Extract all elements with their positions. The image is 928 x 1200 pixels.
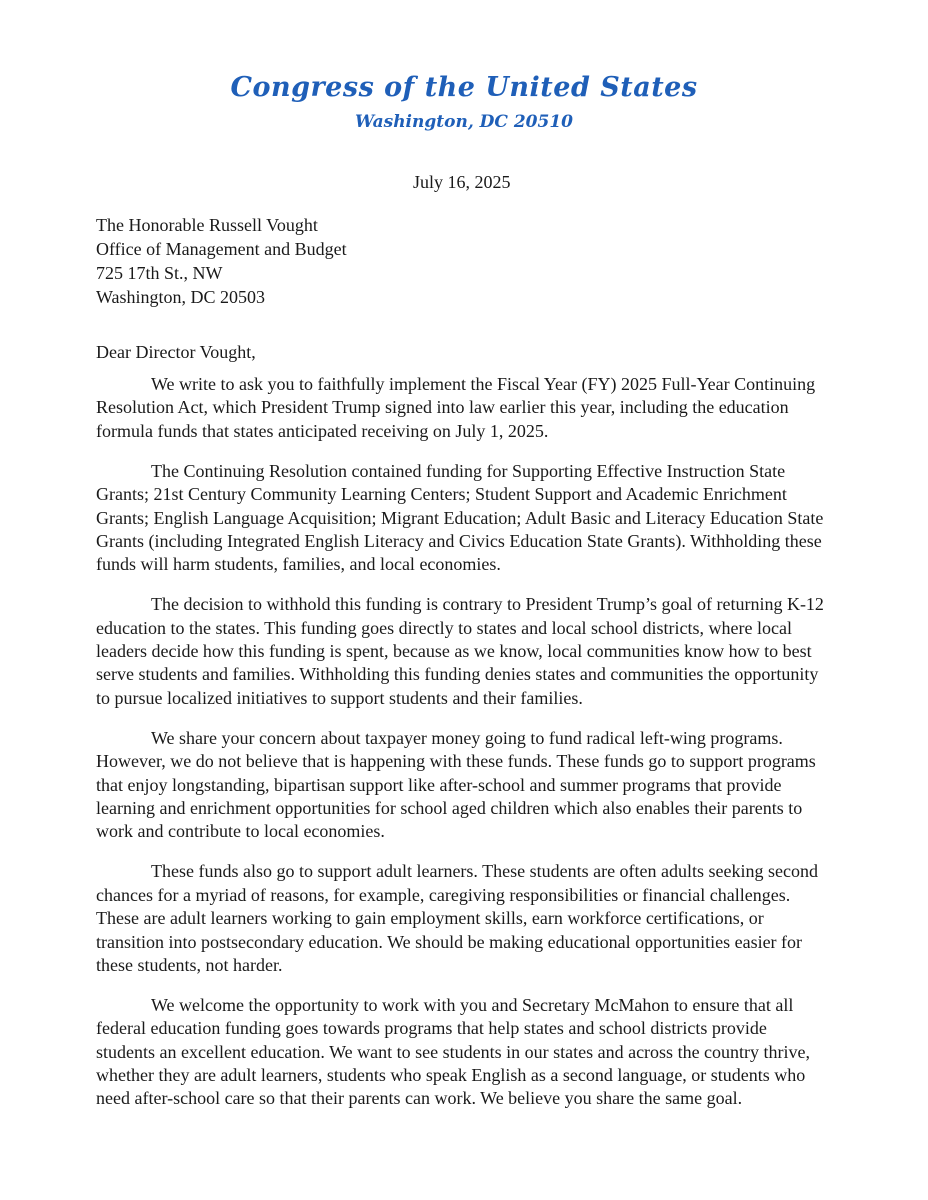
body-paragraph-6: We welcome the opportunity to work with you and Secretary McMahon to ensure that all federal education funding goes towards programs that help states and school districts provide students an excellent education. We want to see students in our states and across the country thrive, whether they are adult learners, students who speak English as a second language, or students who need after-school care so that their parents can work. We believe you share the same goal.	[96, 994, 811, 1109]
body-paragraph-5: These funds also go to support adult learners. These students are often adults seeking second chances for a myriad of reasons, for example, caregiving responsibilities or financial challenges. These are adult learners working to gain employment skills, earn workforce certifications, or transition into postsecondary education. We should be making educational opportunities easier for these students, not harder.	[96, 861, 819, 975]
letterhead-city: Washington, DC 20510	[355, 112, 573, 132]
body-paragraph-2: The Continuing Resolution contained funding for Supporting Effective Instruction State Grants; 21st Century Community Learning Centers; Student Support and Academic Enrichment Grants; English Language Acquisition; Migrant Education; Adult Basic and Literacy Education State Grants (including Integrated English Literacy and Civics Education State Grants). Withholding these funds will harm students, families, and local economies.	[96, 460, 824, 575]
salutation: Dear Director Vought,	[96, 342, 256, 362]
recipient-name: The Honorable Russell Vought	[96, 215, 318, 235]
letter-body	[96, 373, 828, 1127]
recipient-address	[96, 213, 347, 309]
recipient-office: Office of Management and Budget	[96, 239, 347, 259]
recipient-city: Washington, DC 20503	[96, 287, 266, 307]
letterhead-title: Congress of the United States	[230, 72, 698, 103]
body-paragraph-1: We write to ask you to faithfully implement the Fiscal Year (FY) 2025 Full-Year Continuing Resolution Act, which President Trump signed into law earlier this year, including the education formula funds that states anticipated receiving on July 1, 2025.	[96, 374, 816, 441]
body-paragraph-4: We share your concern about taxpayer money going to fund radical left-wing programs. However, we do not believe that is happening with these funds. These funds go to support programs that enjoy longstanding, bipartisan support like after-school and summer programs that provide learning and enrichment opportunities for school aged children which also enables their parents to work and contribute to local economies.	[96, 727, 816, 842]
body-paragraph-3: The decision to withhold this funding is contrary to President Trump’s goal of returning K-12 education to the states. This funding goes directly to states and local school districts, where local leaders decide how this funding is spent, because as we know, local communities know how to best serve students and families. Withholding this funding denies states and communities the opportunity to pursue localized initiatives to support students and their families.	[96, 594, 824, 708]
recipient-street: 725 17th St., NW	[96, 263, 223, 283]
letter-date: July 16, 2025	[413, 172, 511, 192]
letterhead	[0, 70, 928, 134]
